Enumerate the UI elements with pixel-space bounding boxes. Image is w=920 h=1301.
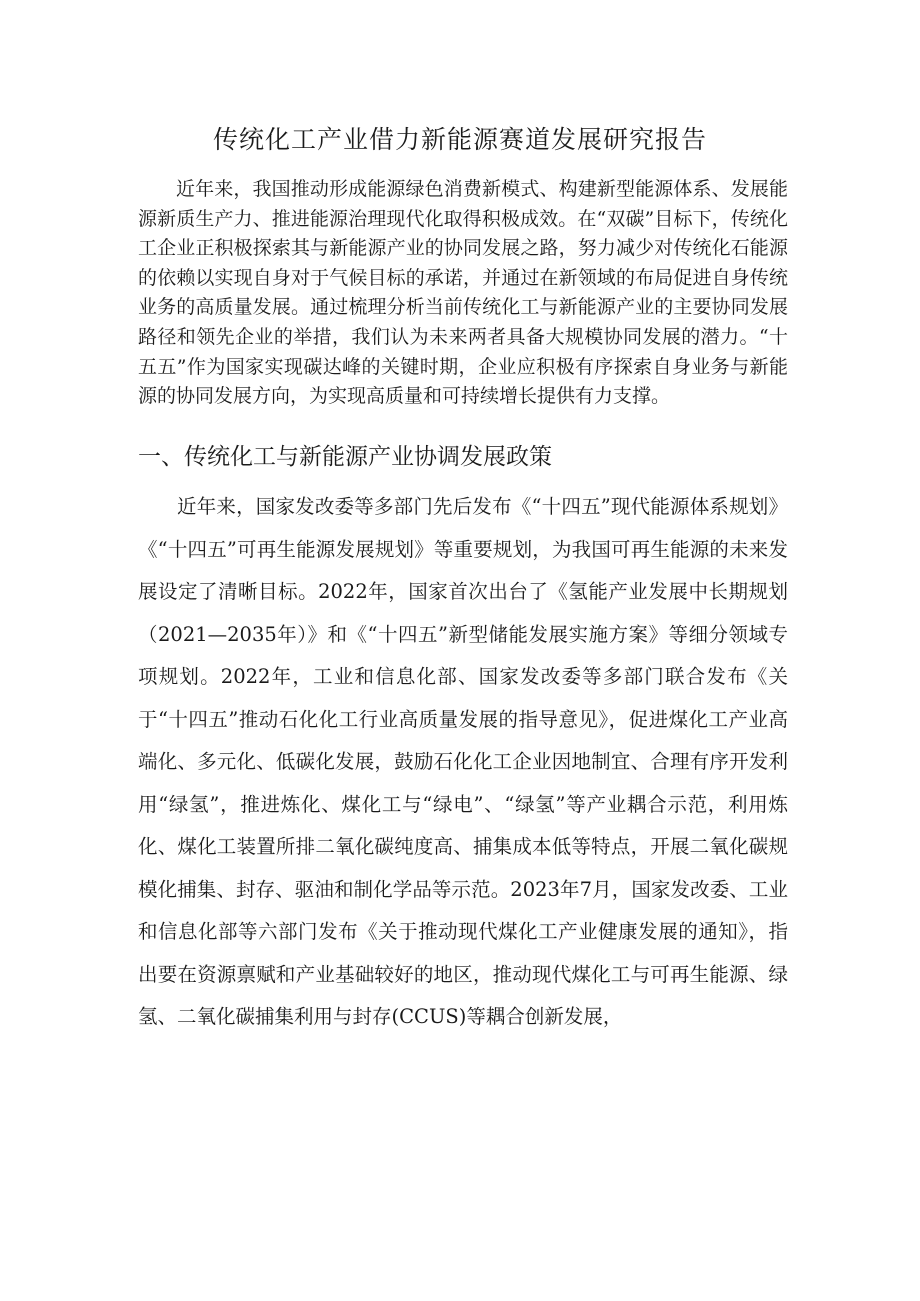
intro-paragraph: 近年来，我国推动形成能源绿色消费新模式、构建新型能源体系、发展能源新质生产力、推进能源治理现代化取得积极成效。在“双碳”目标下，传统化工企业正积极探索其与新能源产业的协同发展之路，努力减少对传统化石能源的依赖以实现自身对于气候目标的承诺，并通过在新领域的布局促进自身传统业务的高质量发展。通过梳理分析当前传统化工与新能源产业的主要协同发展路径和领先企业的举措，我们认为未来两者具备大规模协同发展的潜力。“十五五”作为国家实现碳达峰的关键时期，企业应积极有序探索自身业务与新能源的协同发展方向，为实现高质量和可持续增长提供有力支撑。 xyxy=(138,178,788,408)
section-paragraph: 近年来，国家发改委等多部门先后发布《“十四五”现代能源体系规划》《“十四五”可再生能源发展规划》等重要规划，为我国可再生能源的未来发展设定了清晰目标。2022年，国家首次出台了《氢能产业发展中长期规划（2021—2035年）》和《“十四五”新型储能发展实施方案》等细分领域专项规划。2022年，工业和信息化部、国家发改委等多部门联合发布《关于“十四五”推动石化化工行业高质量发展的指导意见》，促进煤化工产业高端化、多元化、低碳化发展，鼓励石化化工企业因地制宜、合理有序开发利用“绿氢”，推进炼化、煤化工与“绿电”、“绿氢”等产业耦合示范，利用炼化、煤化工装置所排二氧化碳纯度高、捕集成本低等特点，开展二氧化碳规模化捕集、封存、驱油和制化学品等示范。2023年7月，国家发改委、工业和信息化部等六部门发布《关于推动现代煤化工产业健康发展的通知》，指出要在资源禀赋和产业基础较好的地区，推动现代煤化工与可再生能源、绿氢、二氧化碳捕集利用与封存(CCUS)等耦合创新发展， xyxy=(138,495,788,1028)
document-title: 传统化工产业借力新能源赛道发展研究报告 xyxy=(212,125,707,154)
section-heading: 一、传统化工与新能源产业协调发展政策 xyxy=(138,444,552,470)
